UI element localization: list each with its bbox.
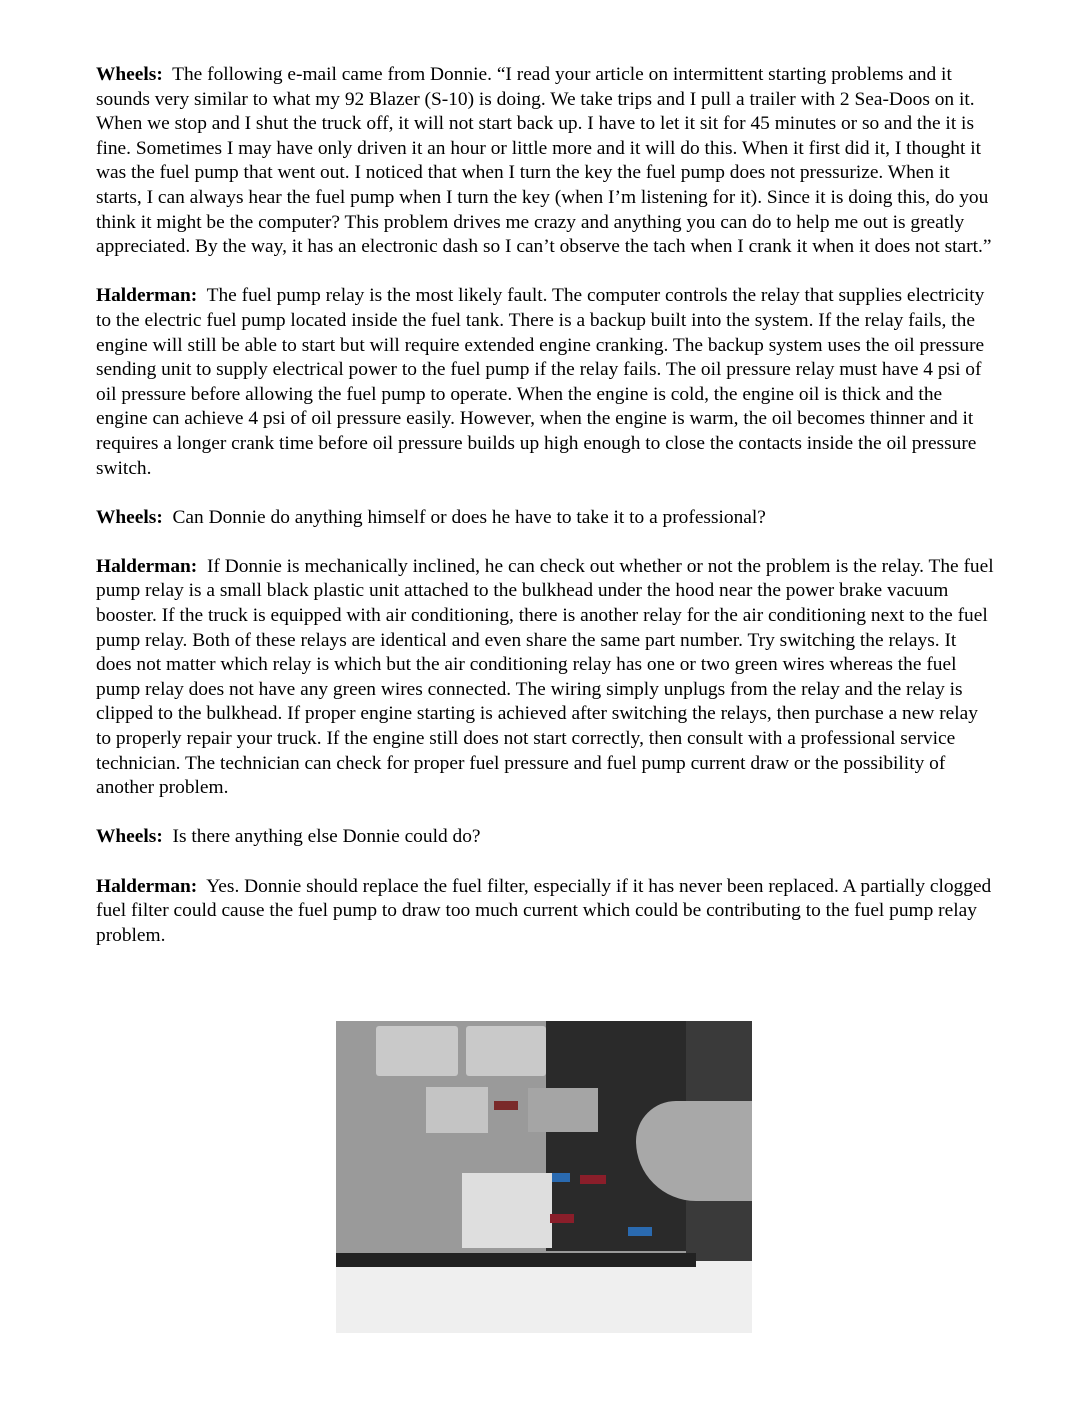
paragraph-text: The following e-mail came from Donnie. “I read your article on intermittent starting problems and it sounds very similar to what my 92 Blazer (S-10) is doing. We take trips and I pull a trailer with 2 Sea-Doos on it. When we stop and I shut the truck off, it will not start back up. I have to let it sit for 45 minutes or so and the it is fine. Sometimes I may have only driven it an hour or little more and it will do this. When it first did it, I thought it was the fuel pump that went out. I noticed that when I turn the key the fuel pump does not pressurize. When it starts, I can always hear the fuel pump when I turn the key (when I’m listening for it). Since it is doing this, do you think it might be the computer? This problem drives me crazy and anything you can do to help me out is greatly appreciated. By the way, it has an electronic dash so I can’t observe the tach when I crank it when it does not start.” xyxy=(96,64,992,258)
speaker-label: Halderman: xyxy=(96,285,198,307)
paragraph xyxy=(96,555,996,801)
paragraph xyxy=(96,284,996,481)
speaker-label: Wheels: xyxy=(96,826,163,848)
speaker-label: Halderman: xyxy=(96,875,198,897)
fuse-box-relay-photo xyxy=(336,1021,752,1333)
speaker-label: Halderman: xyxy=(96,555,198,577)
document-body xyxy=(96,63,996,973)
paragraph xyxy=(96,875,996,949)
speaker-label: Wheels: xyxy=(96,64,163,85)
paragraph-text: The fuel pump relay is the most likely fault. The computer controls the relay that supplies electricity to the electric fuel pump located inside the fuel tank. There is a backup built into the system. If the relay fails, the engine will still be able to start but will require extended engine cranking. The backup system uses the oil pressure sending unit to supply electrical power to the fuel pump if the relay fails. The oil pressure relay must have 4 psi of oil pressure before allowing the fuel pump to operate. When the engine is cold, the engine oil is thick and the engine can achieve 4 psi of oil pressure easily. However, when the engine is warm, the oil becomes thinner and it requires a longer crank time before oil pressure builds up high enough to close the contacts inside the oil pressure switch. xyxy=(96,285,985,479)
speaker-label: Wheels: xyxy=(96,506,163,528)
paragraph xyxy=(96,506,996,531)
paragraph xyxy=(96,825,996,850)
paragraph-text: Can Donnie do anything himself or does he have to take it to a professional? xyxy=(172,506,766,528)
paragraph xyxy=(96,63,996,260)
paragraph-text: If Donnie is mechanically inclined, he can check out whether or not the problem is the relay. The fuel pump relay is a small black plastic unit attached to the bulkhead under the hood near the power brake vacuum booster. If the truck is equipped with air conditioning, there is another relay for the air conditioning next to the fuel pump relay. Both of these relays are identical and even share the same part number. Try switching the relays. It does not matter which relay is which but the air conditioning relay has one or two green wires whereas the fuel pump relay does not have any green wires connected. The wiring simply unplugs from the relay and the relay is clipped to the bulkhead. If proper engine starting is achieved after switching the relays, then purchase a new relay to properly repair your truck. If the engine still does not start correctly, then consult with a professional service technician. The technician can check for proper fuel pressure and fuel pump current draw or the possibility of another problem. xyxy=(96,555,994,799)
paragraph-text: Yes. Donnie should replace the fuel filter, especially if it has never been replaced. A partially clogged fuel filter could cause the fuel pump to draw too much current which could be contributing to the fuel pump relay problem. xyxy=(96,875,992,946)
paragraph-text: Is there anything else Donnie could do? xyxy=(172,826,481,848)
